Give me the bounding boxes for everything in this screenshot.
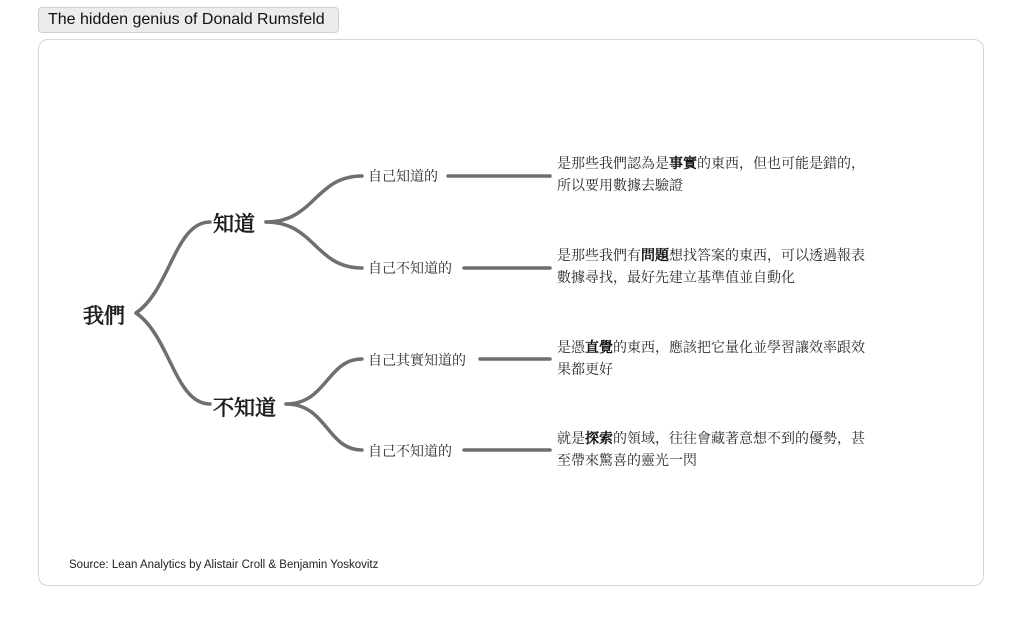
description-exploration xyxy=(557,428,872,472)
leaf-node-unknown-known: 自己其實知道的 xyxy=(368,353,466,369)
leaf-node-known-known: 自己知道的 xyxy=(368,169,438,185)
source-citation: Source: Lean Analytics by Alistair Croll & Benjamin Yoskovitz xyxy=(69,559,379,571)
branch-node-unknown: 不知道 xyxy=(213,396,276,420)
connector-root-unknown xyxy=(136,313,210,404)
description-text: 是那些我們有 xyxy=(557,248,641,264)
description-text: 的東西，應該把它量化並學習讓效率跟效果都更好 xyxy=(557,340,865,378)
description-facts xyxy=(557,153,872,197)
connector-root-known xyxy=(136,222,210,313)
description-keyword: 直覺 xyxy=(585,340,613,356)
page-title: The hidden genius of Donald Rumsfeld xyxy=(38,7,339,33)
connector-unknown-leaf4 xyxy=(286,404,362,450)
description-text: 就是 xyxy=(557,431,585,447)
leaf-node-known-unknown: 自己不知道的 xyxy=(368,261,452,277)
description-text: 的領域，往往會藏著意想不到的優勢，甚至帶來驚喜的靈光一閃 xyxy=(557,431,865,469)
description-text: 是憑 xyxy=(557,340,585,356)
leaf-node-unknown-unknown: 自己不知道的 xyxy=(368,444,452,460)
description-keyword: 探索 xyxy=(585,431,613,447)
description-text: 是那些我們認為是 xyxy=(557,156,669,172)
description-intuition xyxy=(557,337,872,381)
description-keyword: 事實 xyxy=(669,156,697,172)
description-keyword: 問題 xyxy=(641,248,669,264)
connector-known-leaf2 xyxy=(266,222,362,268)
branch-node-known: 知道 xyxy=(213,212,255,236)
connector-known-leaf1 xyxy=(266,176,362,222)
root-node: 我們 xyxy=(83,304,125,328)
description-text: 想找答案的東西，可以透過報表數據尋找，最好先建立基準值並自動化 xyxy=(557,248,865,286)
description-text: 的東西，但也可能是錯的，所以要用數據去驗證 xyxy=(557,156,865,194)
description-questions xyxy=(557,245,872,289)
connector-unknown-leaf3 xyxy=(286,359,362,404)
